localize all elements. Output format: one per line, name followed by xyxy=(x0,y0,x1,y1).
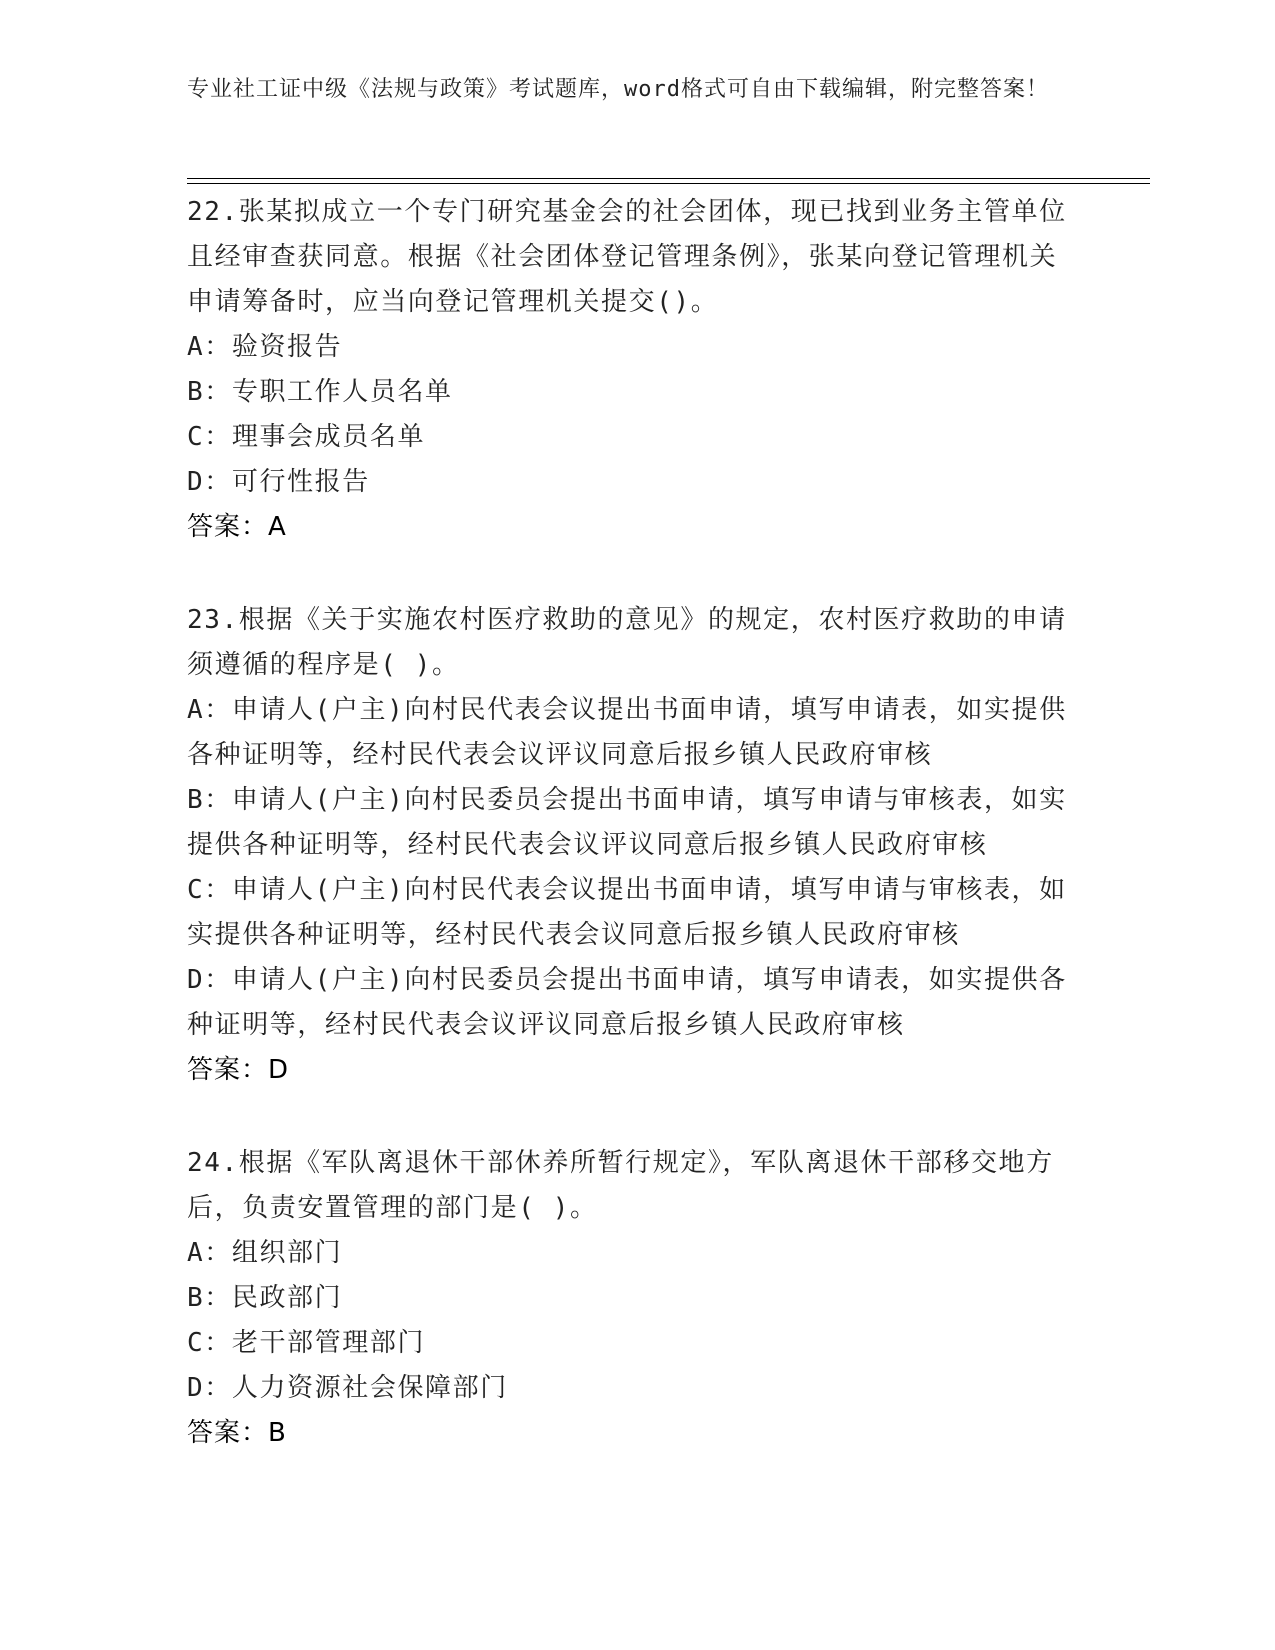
question-stem: 23.根据《关于实施农村医疗救助的意见》的规定，农村医疗救助的申请须遵循的程序是( )。 xyxy=(187,605,1067,680)
option-c: C：老干部管理部门 xyxy=(187,1328,426,1358)
option-c: C：申请人(户主)向村民代表会议提出书面申请，填写申请与审核表，如实提供各种证明等，经村民代表会议同意后报乡镇人民政府审核 xyxy=(187,875,1067,950)
question-24 xyxy=(187,1141,1077,1456)
answer-line: 答案：A xyxy=(187,512,287,542)
option-d: D：人力资源社会保障部门 xyxy=(187,1373,508,1403)
answer-line: 答案：B xyxy=(187,1418,287,1448)
option-d: D：可行性报告 xyxy=(187,467,370,497)
option-b: B：民政部门 xyxy=(187,1283,343,1313)
option-a: A：组织部门 xyxy=(187,1238,343,1268)
header-rule-bottom xyxy=(187,183,1150,184)
option-b: B：申请人(户主)向村民委员会提出书面申请，填写申请与审核表，如实提供各种证明等，经村民代表会议评议同意后报乡镇人民政府审核 xyxy=(187,785,1067,860)
option-d: D：申请人(户主)向村民委员会提出书面申请，填写申请表，如实提供各种证明等，经村民代表会议评议同意后报乡镇人民政府审核 xyxy=(187,965,1067,1040)
question-23 xyxy=(187,598,1077,1093)
header-rule-top xyxy=(187,178,1150,179)
option-b: B：专职工作人员名单 xyxy=(187,377,453,407)
option-c: C：理事会成员名单 xyxy=(187,422,426,452)
option-a: A：验资报告 xyxy=(187,332,343,362)
question-stem: 22.张某拟成立一个专门研究基金会的社会团体，现已找到业务主管单位且经审查获同意。根据《社会团体登记管理条例》，张某向登记管理机关申请筹备时，应当向登记管理机关提交()。 xyxy=(187,197,1067,317)
question-stem: 24.根据《军队离退休干部休养所暂行规定》，军队离退休干部移交地方后，负责安置管理的部门是( )。 xyxy=(187,1148,1054,1223)
answer-line: 答案：D xyxy=(187,1055,290,1085)
question-22 xyxy=(187,190,1077,550)
document-header: 专业社工证中级《法规与政策》考试题库，word格式可自由下载编辑，附完整答案！ xyxy=(187,77,1049,102)
option-a: A：申请人(户主)向村民代表会议提出书面申请，填写申请表，如实提供各种证明等，经村民代表会议评议同意后报乡镇人民政府审核 xyxy=(187,695,1067,770)
